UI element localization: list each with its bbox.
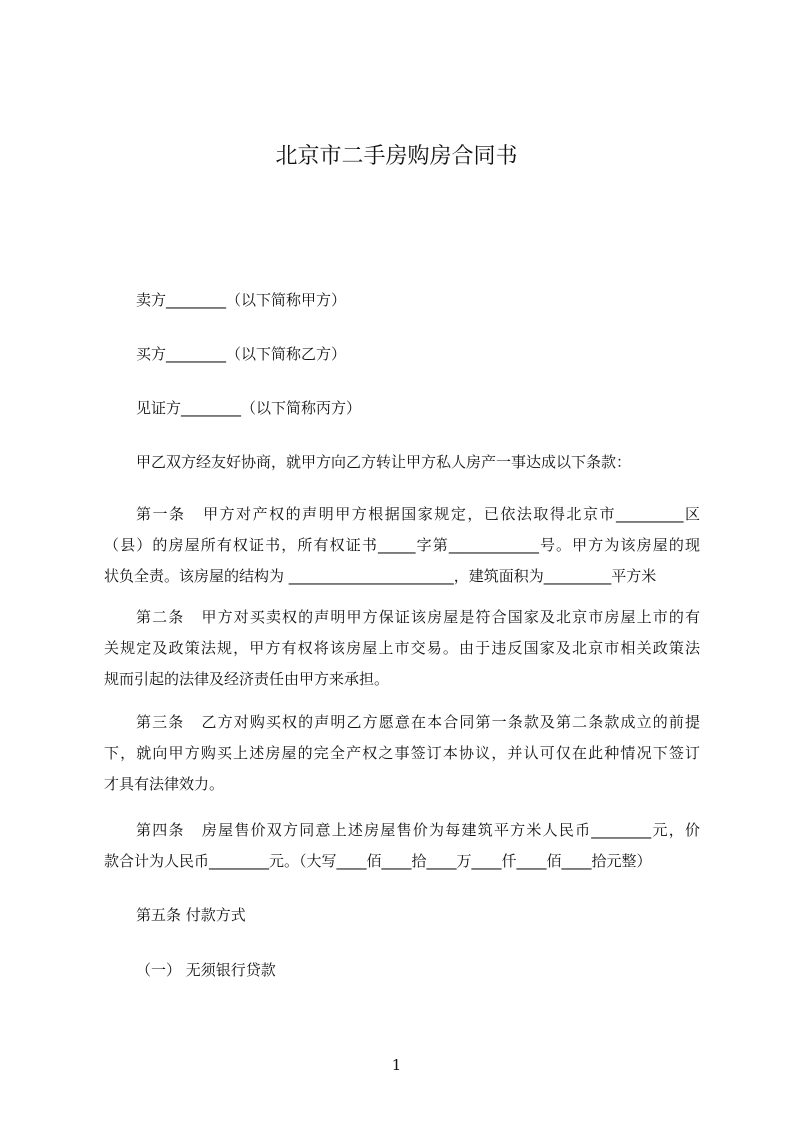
article-1-heading: 第一条: [136, 505, 186, 523]
article-4-row-1: [104, 815, 700, 846]
article-1: [104, 499, 700, 592]
article-2: [104, 602, 700, 695]
article-3-heading: 第三条: [136, 713, 185, 731]
article-4-row-2: 款合计为人民币________元。（大写____佰____拾____万____仟____佰____拾元整）: [104, 852, 652, 870]
buyer-line: 买方________（以下简称乙方）: [136, 345, 347, 363]
seller-line: 卖方________（以下简称甲方）: [136, 291, 347, 309]
article-1-row-1: [104, 499, 700, 530]
page-number: 1: [391, 1056, 402, 1074]
article-2-row-2: 关规定及政策法规，甲方有权将该房屋上市交易。由于违反国家及北京市相关政策法: [104, 639, 700, 657]
article-5-heading: 第五条 付款方式: [136, 906, 246, 924]
article-2-row-3: 规而引起的法律及经济责任由甲方来承担。: [104, 670, 390, 688]
article-3: [104, 707, 700, 800]
article-2-heading: 第二条: [136, 608, 185, 626]
witness-line: 见证方________（以下简称丙方）: [136, 399, 362, 417]
article-2-row-1: [104, 602, 700, 633]
article-1-row-2: （县）的房屋所有权证书，所有权证书_____字第____________号。甲方为该房屋的现: [104, 536, 700, 554]
article-4-heading: 第四条: [136, 821, 185, 839]
document-title: 北京市二手房购房合同书: [275, 144, 518, 169]
article-4-text-1: 房屋售价双方同意上述房屋售价为每建筑平方米人民币________元，价: [200, 821, 700, 839]
article-2-text-1: 甲方对买卖权的声明甲方保证该房屋是符合国家及北京市房屋上市的有: [200, 608, 700, 626]
payment-item-1: （一） 无须银行贷款: [136, 961, 276, 979]
article-3-row-2: 下，就向甲方购买上述房屋的完全产权之事签订本协议，并认可仅在此种情况下签订: [104, 744, 700, 762]
article-3-row-1: [104, 707, 700, 738]
article-1-text-1: 甲方对产权的声明甲方根据国家规定，已依法取得北京市_________区: [201, 505, 700, 523]
article-4: [104, 815, 700, 877]
article-1-row-3: 状负全责。该房屋的结构为 ______________________，建筑面积为_________平方米: [104, 567, 657, 585]
article-3-row-3: 才具有法律效力。: [104, 775, 225, 793]
article-3-text-1: 乙方对购买权的声明乙方愿意在本合同第一条款及第二条款成立的前提: [200, 713, 700, 731]
intro-paragraph: 甲乙双方经友好协商，就甲方向乙方转让甲方私人房产一事达成以下条款：: [136, 453, 632, 471]
